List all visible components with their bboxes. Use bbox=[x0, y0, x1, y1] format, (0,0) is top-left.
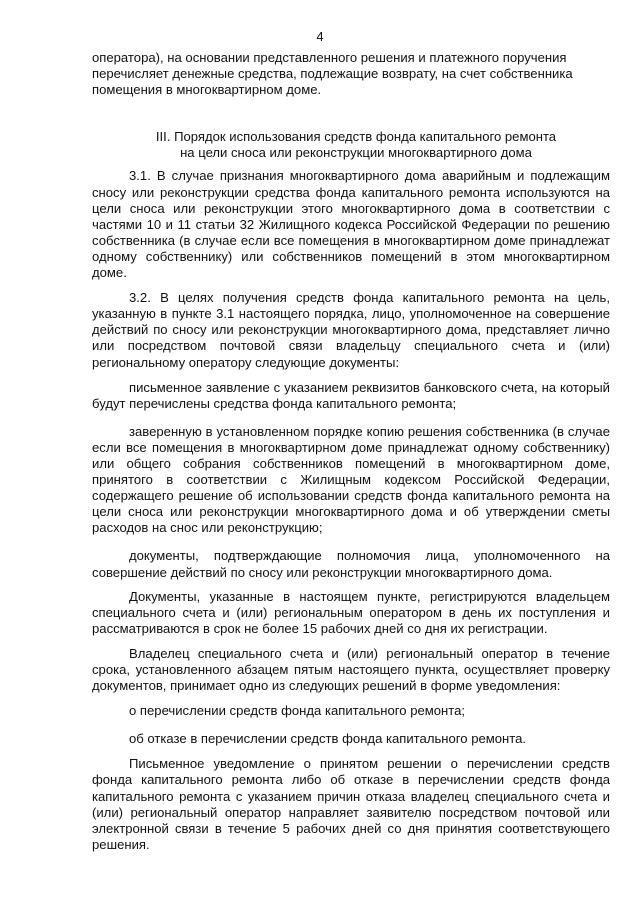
paragraph-review: Владелец специального счета и (или) региональный оператор в течение срока, установленного абзацем пятым настоящего пункта, осуществляет проверку документов, принимает одно из следующих решений в форме уведомления: bbox=[92, 645, 610, 694]
section-heading-line-2: на цели сноса или реконструкции многоквартирного дома bbox=[180, 145, 532, 161]
page-number: 4 bbox=[316, 29, 324, 44]
document-item-application: письменное заявление с указанием реквизитов банковского счета, на который будут перечислены средства фонда капитального ремонта; bbox=[92, 379, 610, 411]
document-item-decision-copy: заверенную в установленном порядке копию решения собственника (в случае если все помещения в многоквартирном доме принадлежат одному собственнику) или общего собрания собственников помещений в многоквартирном доме, принятого в соответствии с Жилищным кодексом Российской Федерации, содержащего решение об использовании средств фонда капитального ремонта на цели сноса или реконструкции многоквартирного дома и об утверждении сметы расходов на снос или реконструкцию; bbox=[92, 423, 610, 536]
intro-line: помещения в многоквартирном доме. bbox=[92, 82, 322, 98]
paragraph-3-1: 3.1. В случае признания многоквартирного дома аварийным и подлежащим сносу или реконструкции средства фонда капитального ремонта используются на цели сноса или реконструкции этого многоквартирного дома в соответствии с частями 10 и 11 статьи 32 Жилищного кодекса Российской Федерации по решению собственника (в случае если все помещения в многоквартирном доме принадлежат одному собственнику) или собственников помещений в этом многоквартирном доме. bbox=[92, 168, 610, 281]
paragraph-registration: Документы, указанные в настоящем пункте, регистрируются владельцем специального счета и (или) региональным оператором в день их поступления и рассматриваются в срок не более 15 рабочих дней со дня их регистрации. bbox=[92, 588, 610, 636]
decision-option-transfer: о перечислении средств фонда капитального ремонта; bbox=[129, 703, 466, 719]
intro-line: оператора), на основании представленного решения и платежного поручения bbox=[92, 50, 567, 65]
intro-line: перечисляет денежные средства, подлежащие возврату, на счет собственника bbox=[92, 66, 573, 82]
paragraph-notification: Письменное уведомление о принятом решении о перечислении средств фонда капитального ремонта либо об отказе в перечислении средств фонда капитального ремонта с указанием причин отказа владелец специального счета и (или) региональный оператор направляет заявителю посредством почтовой или электронной связи в течение 5 рабочих дней со дня принятия соответствующего решения. bbox=[92, 756, 610, 852]
decision-option-refusal: об отказе в перечислении средств фонда капитального ремонта. bbox=[129, 731, 527, 747]
document-item-authority: документы, подтверждающие полномочия лица, уполномоченного на совершение действий по сносу или реконструкции многоквартирного дома. bbox=[92, 548, 610, 580]
document-body bbox=[92, 50, 610, 853]
section-heading bbox=[92, 129, 610, 161]
paragraph-3-2: 3.2. В целях получения средств фонда капитального ремонта на цель, указанную в пункте 3.1 настоящего порядка, лицо, уполномоченное на совершение действий по сносу или реконструкции многоквартирного дома, представляет лично или посредством почтовой связи владельцу специального счета и (или) региональному оператору следующие документы: bbox=[92, 290, 610, 370]
section-heading-line-1: III. Порядок использования средств фонда капитального ремонта bbox=[155, 129, 557, 145]
